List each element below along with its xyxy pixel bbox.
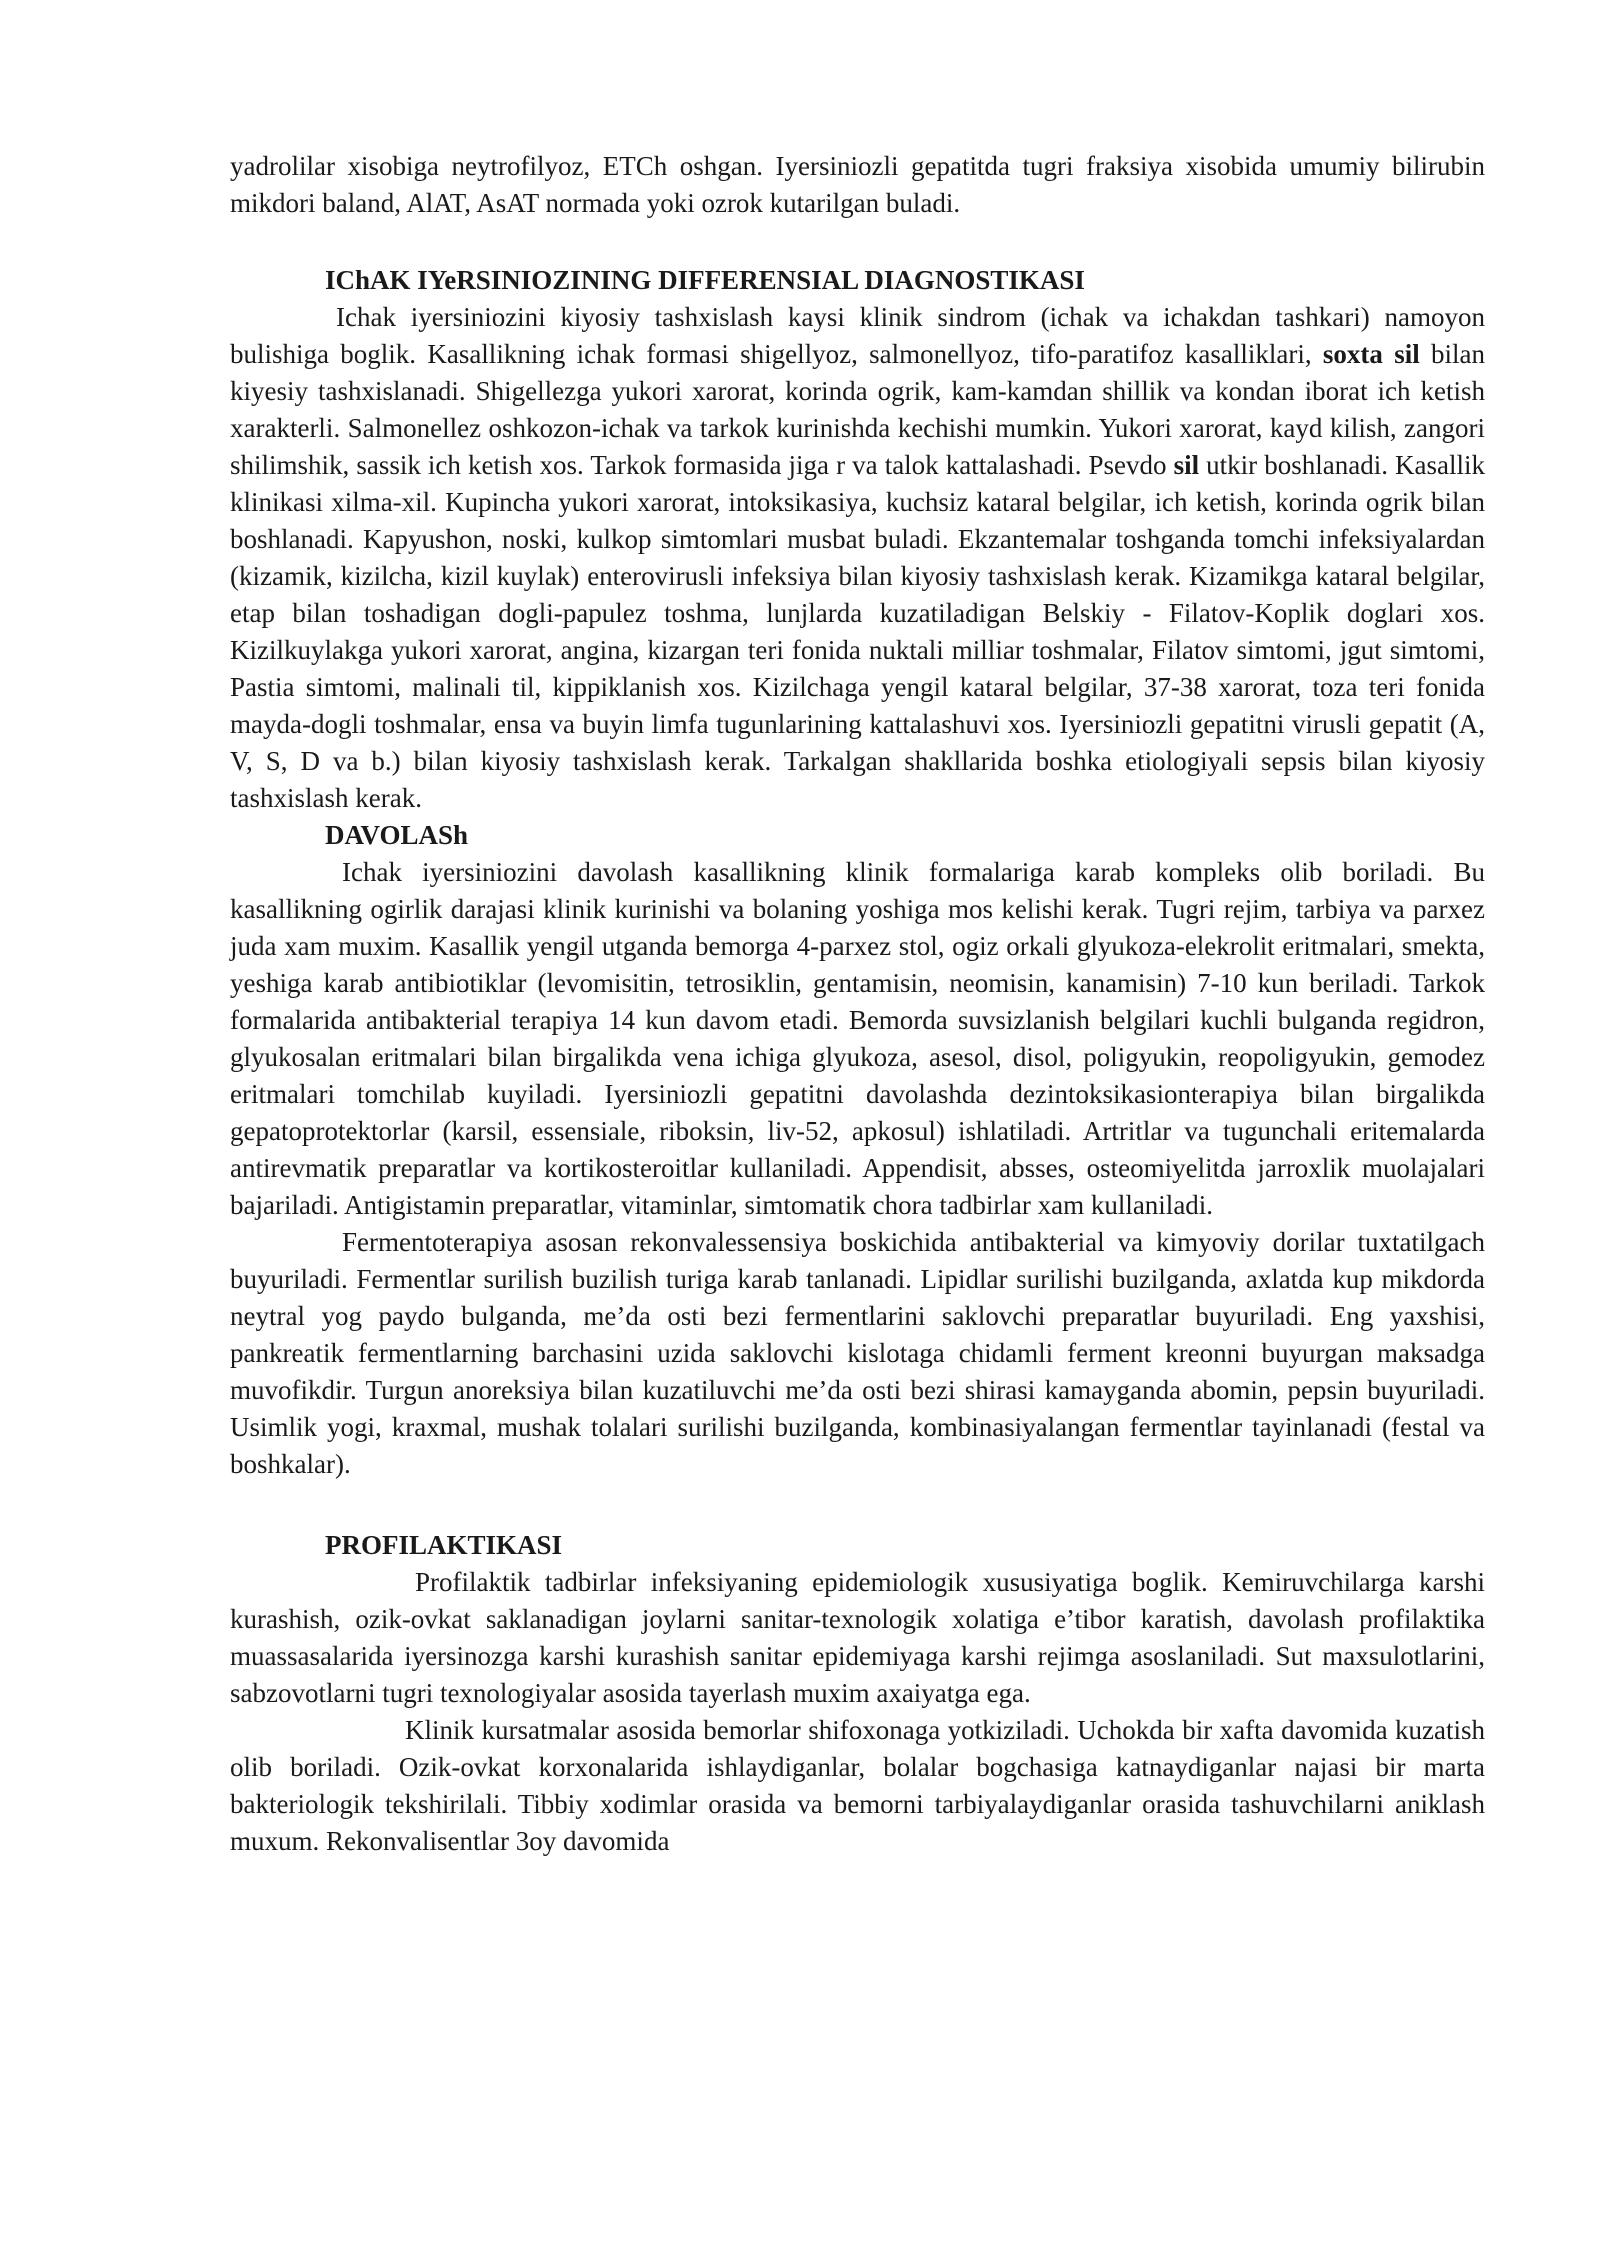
document-page [230,148,1485,1860]
intro-paragraph: yadrolilar xisobiga neytrofilyoz, ETCh oshgan. Iyersiniozli gepatitda tugri fraksiya xisobida umumiy bilirubin mikdori baland, AlAT, AsAT normada yoki ozrok kutarilgan buladi. [230,151,1485,218]
treatment-heading: DAVOLASh [325,820,469,850]
prophylaxis-heading: PROFILAKTIKASI [325,1530,563,1560]
text-run: Ichak iyersiniozini kiyosiy tashxislash kaysi klinik sindrom (ichak va ichakdan tashkari) namoyon bulishiga boglik. Kasallikning ichak formasi shigellyoz, salmonellyoz, tifo-paratifoz kasalliklari, [230,302,1485,369]
bold-term: soxta sil [1322,339,1420,369]
text-run: utkir boshlanadi. Kasallik klinikasi xilma-xil. Kupincha yukori xarorat, intoksikasiya, kuchsiz kataral belgilar, ich ketish, korinda ogrik bilan boshlanadi. Kapyushon, noski, kulkop simtomlari musbat buladi. Ekzantemalar toshganda tomchi infeksiyalardan (kizamik, kizilcha, kizil kuylak) enterovirusli infeksiya bilan kiyosiy tashxislash kerak. Kizamikga kataral belgilar, etap bilan toshadigan dogli-papulez toshma, lunjlarda kuzatiladigan Belskiy - Filatov-Koplik doglari xos. Kizilkuylakga yukori xarorat, angina, kizargan teri fonida nuktali milliar toshmalar, Filatov simtomi, jgut simtomi, Pastia simtomi, malinali til, kippiklanish xos. Kizilchaga yengil kataral belgilar, 37-38 xarorat, toza teri fonida mayda-dogli toshmalar, ensa va buyin limfa tugunlarining kattalashuvi xos. Iyersiniozli gepatitni virusli gepatit (A, V, S, D va b.) bilan kiyosiy tashxislash kerak. Tarkalgan shakllarida boshka etiologiyali sepsis bilan kiyosiy tashxislash kerak. [230,450,1485,813]
bold-term: sil [1173,450,1200,480]
treatment-paragraph-2: Fermentoterapiya asosan rekonvalessensiya boskichida antibakterial va kimyoviy dorilar tuxtatilgach buyuriladi. Fermentlar surilish buzilish turiga karab tanlanadi. Lipidlar surilishi buzilganda, axlatda kup mikdorda neytral yog paydo bulganda, me’da osti bezi fermentlarini saklovchi preparatlar buyuriladi. Eng yaxshisi, pankreatik fermentlarning barchasini uzida saklovchi kislotaga chidamli ferment kreonni buyurgan maksadga muvofikdir. Turgun anoreksiya bilan kuzatiluvchi me’da osti bezi shirasi kamayganda abomin, pepsin buyuriladi. Usimlik yogi, kraxmal, mushak tolalari surilishi buzilganda, kombinasiyalangan fermentlar tayinlanadi (festal va boshkalar). [230,1227,1485,1479]
differential-diagnosis-heading: IChAK IYeRSINIOZINING DIFFERENSIAL DIAGNOSTIKASI [325,265,1085,295]
prophylaxis-paragraph-2: Klinik kursatmalar asosida bemorlar shifoxonaga yotkiziladi. Uchokda bir xafta davomida kuzatish olib boriladi. Ozik-ovkat korxonalarida ishlaydiganlar, bolalar bogchasiga katnaydiganlar najasi bir marta bakteriologik tekshirilali. Tibbiy xodimlar orasida va bemorni tarbiyalaydiganlar orasida tashuvchilarni aniklash muxum. Rekonvalisentlar 3oy davomida [230,1715,1485,1856]
prophylaxis-paragraph-1: Profilaktik tadbirlar infeksiyaning epidemiologik xususiyatiga boglik. Kemiruvchilarga karshi kurashish, ozik-ovkat saklanadigan joylarni sanitar-texnologik xolatiga e’tibor karatish, davolash profilaktika muassasalarida iyersinozga karshi kurashish sanitar epidemiyaga karshi rejimga asoslaniladi. Sut maxsulotlarini, sabzovotlarni tugri texnologiyalar asosida tayerlash muxim axaiyatga ega. [230,1567,1485,1708]
text-run: bilan kiyesiy tashxislanadi. Shigellezga yukori xarorat, korinda ogrik, kam-kamdan shillik va kondan iborat ich ketish xarakterli. Salmonellez oshkozon-ichak va tarkok kurinishda kechishi mumkin. Yukori xarorat, kayd kilish, zangori shilimshik, sassik ich ketish xos. Tarkok formasida jiga r va talok kattalashadi. Psevdo [230,339,1485,480]
treatment-paragraph-1: Ichak iyersiniozini davolash kasallikning klinik formalariga karab kompleks olib boriladi. Bu kasallikning ogirlik darajasi klinik kurinishi va bolaning yoshiga mos kelishi kerak. Tugri rejim, tarbiya va parxez juda xam muxim. Kasallik yengil utganda bemorga 4-parxez stol, ogiz orkali glyukoza-elekrolit eritmalari, smekta, yeshiga karab antibiotiklar (levomisitin, tetrosiklin, gentamisin, neomisin, kanamisin) 7-10 kun beriladi. Tarkok formalarida antibakterial terapiya 14 kun davom etadi. Bemorda suvsizlanish belgilari kuchli bulganda regidron, glyukosalan eritmalari bilan birgalikda vena ichiga glyukoza, asesol, disol, poligyukin, reopoligyukin, gemodez eritmalari tomchilab kuyiladi. Iyersiniozli gepatitni davolashda dezintoksikasionterapiya bilan birgalikda gepatoprotektorlar (karsil, essensiale, riboksin, liv-52, apkosul) ishlatiladi. Artritlar va tugunchali eritemalarda antirevmatik preparatlar va kortikosteroitlar kullaniladi. Appendisit, absses, osteomiyelitda jarroxlik muolajalari bajariladi. Antigistamin preparatlar, vitaminlar, simtomatik chora tadbirlar xam kullaniladi. [230,857,1485,1220]
differential-diagnosis-paragraph [230,299,1485,817]
